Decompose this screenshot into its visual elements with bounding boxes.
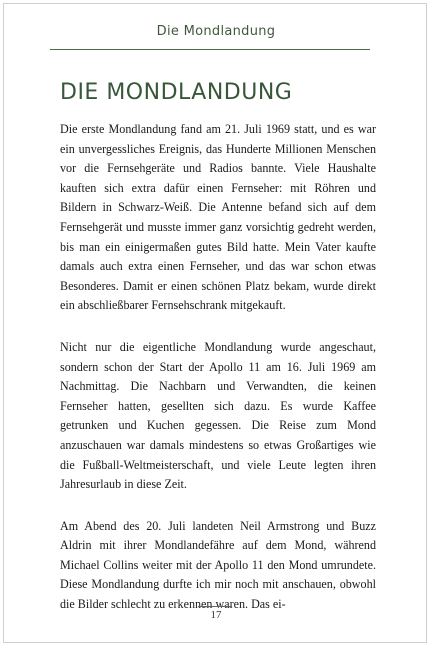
body-text — [60, 120, 376, 637]
paragraph-2: Nicht nur die eigentliche Mondlandung wurde angeschaut, sondern schon der Start der Apollo 11 am 16. Juli 1969 am Nachmittag. Die Nachbarn und Verwandten, die keinen Fernseher hatten, gesellten sich dazu. Es wurde Kaffee getrunken und Kuchen gegessen. Die Reise zum Mond anzuschauen war damals mindestens so etwas Großartiges wie die Fußball-Weltmeisterschaft, und viele Leute legten ihren Jahresurlaub in diese Zeit. — [60, 339, 376, 492]
paragraph-1: Die erste Mondlandung fand am 21. Juli 1969 statt, und es war ein unvergessliches Ereignis, das Hunderte Millionen Menschen vor die Fernsehgeräte und Radios bannte. Viele Haushalte kauften sich extra dafür einen Fernseher: mit Röhren und Bildern in Schwarz-Weiß. Die Antenne befand sich auf dem Fernsehgerät und musste immer ganz vorsichtig gedreht werden, bis man ein einigermaßen gutes Bild hatte. Mein Vater kaufte damals auch extra einen Fernseher, und das war schon etwas Besonderes. Damit er einen schönen Platz bekam, wurde direkt ein abschließbarer Fernsehschrank mitgekauft. — [60, 122, 376, 313]
header-divider — [50, 49, 370, 50]
chapter-title: DIE MONDLANDUNG — [60, 80, 293, 105]
running-header: Die Mondlandung — [156, 24, 276, 39]
footer-divider — [198, 606, 232, 607]
paragraph-3: Am Abend des 20. Juli landeten Neil Armstrong und Buzz Aldrin mit ihrer Mondlandefähre auf dem Mond, während Michael Collins weiter mit der Apollo 11 den Mond umrundete. Diese Mondlandung durfte ich mir noch mit anschauen, obwohl die Bilder schlecht zu erkennen waren. Das ei- — [60, 518, 376, 612]
page-number: 17 — [210, 609, 222, 621]
